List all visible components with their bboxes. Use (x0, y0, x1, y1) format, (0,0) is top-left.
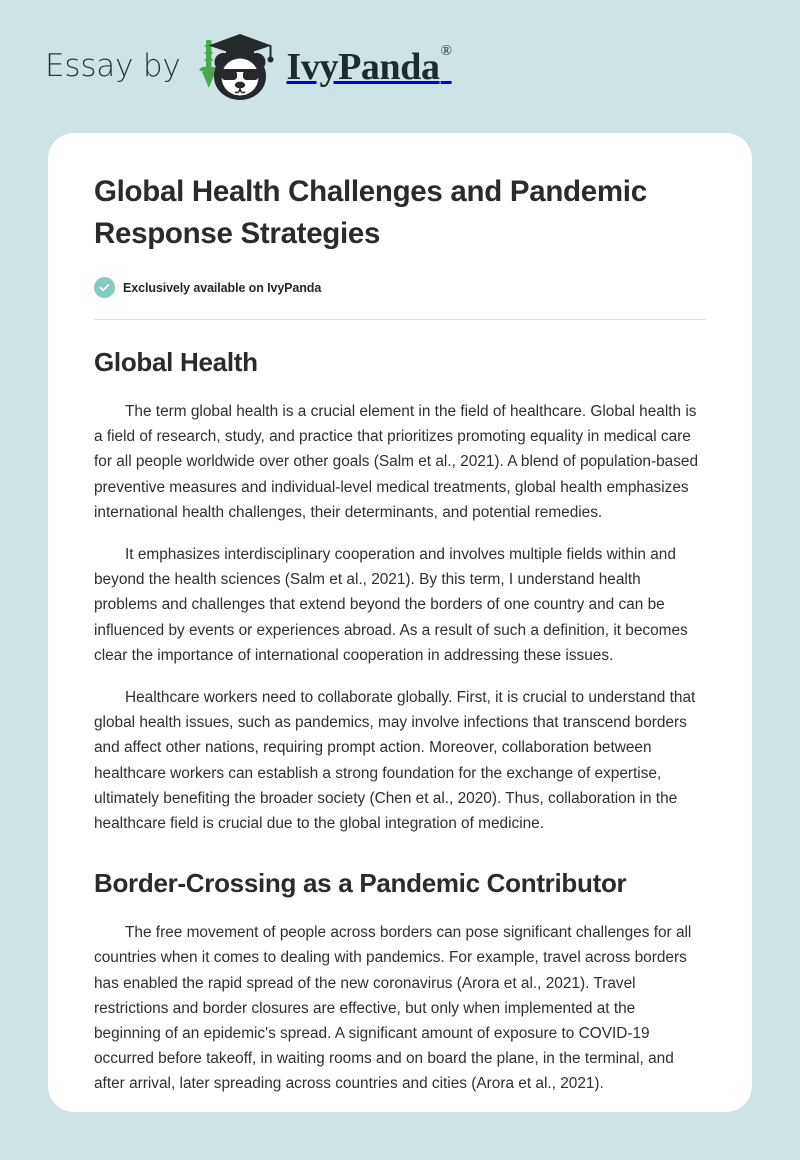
ivypanda-wordmark (286, 42, 452, 88)
paragraph: It emphasizes interdisciplinary cooperation and involves multiple fields within and beyond the health sciences (Salm et al., 2021). By this term, I understand health problems and challenges that extend beyond the borders of one country and can be influenced by events or experiences abroad. As a result of such a definition, it becomes clear the importance of international cooperation in addressing these issues. (94, 546, 688, 664)
essay-card (48, 133, 752, 1112)
ivypanda-logo-link[interactable] (193, 32, 451, 102)
paragraph: The free movement of people across borders can pose significant challenges for all countries when it comes to dealing with pandemics. For example, travel across borders has enabled the rapid spread of the new coronavirus (Arora et al., 2021). Travel restrictions and border closures are effective, but only when implemented at the beginning of an epidemic's spread. A significant amount of exposure to COVID-19 occurred before takeoff, in waiting rooms and on board the plane, in the terminal, and after arrival, later spreading across countries and cities (Arora et al., 2021). (94, 924, 692, 1093)
check-circle-icon (94, 277, 115, 298)
paragraph: The term global health is a crucial element in the field of healthcare. Global health is a field of research, study, and practice that prioritizes promoting equality in medical care for all people worldwide over other goals (Salm et al., 2021). A blend of population-based preventive measures and individual-level medical treatments, global health emphasizes international health challenges, their determinants, and potential remedies. (94, 403, 699, 521)
title-divider (94, 319, 706, 320)
section-heading-global-health: Global Health (94, 347, 258, 377)
section-heading-border-crossing: Border-Crossing as a Pandemic Contributor (94, 868, 627, 899)
brand-name-text: IvyPanda (286, 45, 440, 88)
essay-by-label: Essay by (45, 48, 181, 84)
exclusive-availability-text: Exclusively available on IvyPanda (123, 280, 322, 295)
paragraph: Healthcare workers need to collaborate globally. First, it is crucial to understand that global health issues, such as pandemics, may involve infections that transcend borders and affect other nations, requiring prompt action. Moreover, collaboration between healthcare workers can establish a strong foundation for the exchange of expertise, ultimately benefiting the broader society (Chen et al., 2020). Thus, collaboration in the healthcare field is crucial due to the global integration of medicine. (94, 689, 696, 833)
page-title: Global Health Challenges and Pandemic Response Strategies (94, 175, 647, 250)
exclusive-availability-badge (94, 277, 706, 298)
brand-header (0, 0, 800, 133)
ivypanda-panda-graduate-logo-icon (193, 32, 291, 102)
registered-trademark-icon: ® (440, 42, 452, 59)
